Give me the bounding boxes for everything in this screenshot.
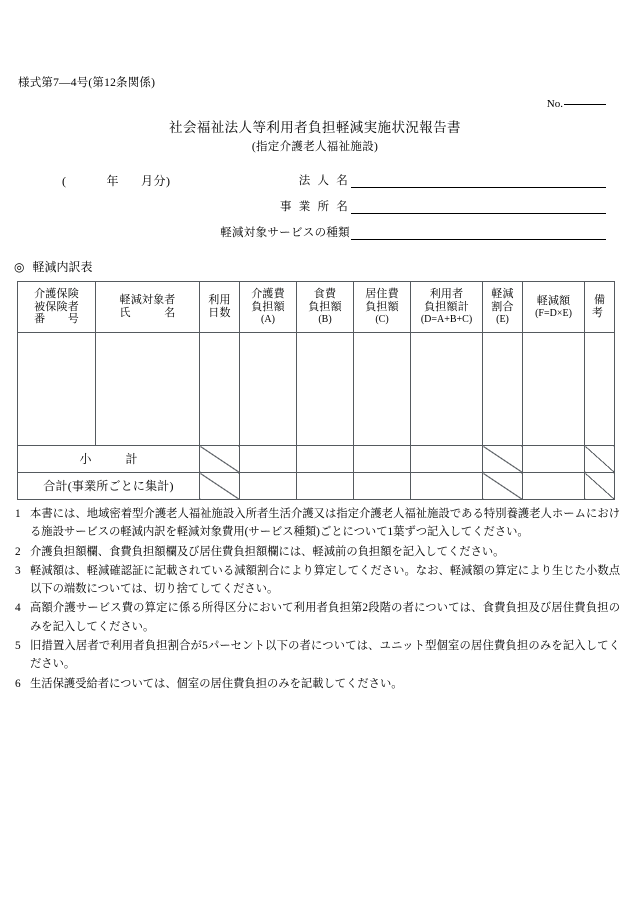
table-body-row (18, 333, 615, 446)
office-name-row[interactable] (220, 198, 606, 214)
corporation-name-input[interactable] (351, 174, 606, 188)
col-header-care-cost-burden: 介護費 負担額 (A) (240, 282, 297, 333)
total-reduction-rate (483, 473, 523, 500)
service-type-row[interactable] (220, 224, 606, 240)
note-number: 5 (15, 640, 21, 653)
cell-user-burden-total[interactable] (411, 333, 483, 446)
cell-remarks[interactable] (585, 333, 615, 446)
col-header-target-person-name: 軽減対象者 氏 名 (96, 282, 200, 333)
col-header-remarks: 備 考 (585, 282, 615, 333)
note-text: 旧措置入居者で利用者負担割合が5パーセント以下の者については、ユニット型個室の居住費負担のみを記入してください。 (30, 640, 620, 671)
col-header-reduction-rate: 軽減 割合 (E) (483, 282, 523, 333)
office-name-input[interactable] (351, 200, 606, 214)
note-text: 軽減額は、軽減確認証に記載されている減額割合により算定してください。なお、軽減額の算定により生じた小数点以下の端数については、切り捨てしてください。 (30, 564, 620, 596)
note-number: 2 (15, 545, 21, 558)
document-number-label: No. (546, 98, 563, 110)
total-usage-days (200, 473, 240, 500)
subtotal-care-cost-burden[interactable] (240, 446, 297, 473)
period-open-paren: ( (62, 174, 67, 188)
document-number-field[interactable] (547, 98, 606, 110)
note-number: 6 (15, 677, 21, 690)
cell-reduction-rate[interactable] (483, 333, 523, 446)
section-title: 軽減内訳表 (32, 260, 93, 274)
total-meal-cost-burden[interactable] (297, 473, 354, 500)
subtotal-user-burden-total[interactable] (411, 446, 483, 473)
page-subtitle: (指定介護老人福祉施設) (251, 141, 379, 153)
page-title: 社会福祉法人等利用者負担軽減実施状況報告書 (169, 120, 461, 135)
note-item (15, 675, 620, 693)
corporation-name-row[interactable] (220, 172, 606, 188)
subtotal-meal-cost-burden[interactable] (297, 446, 354, 473)
note-text: 介護負担額欄、食費負担額欄及び居住費負担額欄には、軽減前の負担額を記入してください。 (30, 545, 505, 558)
col-header-insurance-number: 介護保険 被保険者 番 号 (18, 282, 96, 333)
note-item (15, 505, 620, 542)
col-header-user-burden-total: 利用者 負担額計 (D=A+B+C) (411, 282, 483, 333)
subtotal-row (18, 446, 615, 473)
col-header-meal-cost-burden: 食費 負担額 (B) (297, 282, 354, 333)
notes-list (15, 505, 620, 694)
total-residence-cost-burden[interactable] (354, 473, 411, 500)
subtotal-reduction-amount[interactable] (523, 446, 585, 473)
note-text: 高額介護サービス費の算定に係る所得区分において利用者負担第2段階の者については、食費負担及び居住費負担のみを記入してください。 (30, 602, 620, 633)
section-heading (14, 258, 93, 275)
table-header-row (18, 282, 615, 333)
total-user-burden-total[interactable] (411, 473, 483, 500)
cell-target-person-name[interactable] (96, 333, 200, 446)
note-item (15, 637, 620, 674)
reporting-period-field[interactable] (62, 172, 171, 189)
period-month-label: 月分) (141, 174, 171, 188)
note-number: 3 (15, 564, 21, 577)
entry-fields (220, 172, 606, 250)
subtotal-reduction-rate (483, 446, 523, 473)
document-number-rule[interactable] (564, 104, 606, 105)
col-header-usage-days: 利用 日数 (200, 282, 240, 333)
cell-care-cost-burden[interactable] (240, 333, 297, 446)
subtotal-usage-days (200, 446, 240, 473)
period-year-label: 年 (106, 174, 120, 188)
reduction-breakdown-table-wrap (17, 281, 624, 500)
grand-total-row (18, 473, 615, 500)
note-number: 1 (15, 508, 21, 520)
note-text: 生活保護受給者については、個室の居住費負担のみを記載してください。 (30, 677, 403, 690)
section-marker-icon: ◎ (14, 260, 25, 274)
form-number: 様式第7―4号(第12条関係) (18, 77, 156, 89)
cell-insurance-number[interactable] (18, 333, 96, 446)
col-header-residence-cost-burden: 居住費 負担額 (C) (354, 282, 411, 333)
cell-usage-days[interactable] (200, 333, 240, 446)
total-care-cost-burden[interactable] (240, 473, 297, 500)
cell-reduction-amount[interactable] (523, 333, 585, 446)
note-item (15, 599, 620, 636)
subtotal-residence-cost-burden[interactable] (354, 446, 411, 473)
service-type-input[interactable] (351, 226, 606, 240)
cell-meal-cost-burden[interactable] (297, 333, 354, 446)
service-type-label: 軽減対象サービスの種類 (220, 227, 350, 239)
grand-total-label: 合計(事業所ごとに集計) (18, 473, 200, 500)
total-reduction-amount[interactable] (523, 473, 585, 500)
reduction-breakdown-table (17, 281, 624, 500)
subtotal-remarks (585, 446, 615, 473)
subtotal-label: 小 計 (18, 446, 200, 473)
corporation-name-label: 法 人 名 (298, 175, 350, 187)
col-header-reduction-amount: 軽減額 (F=D×E) (523, 282, 585, 333)
note-item (15, 543, 620, 561)
note-text: 本書には、地域密着型介護老人福祉施設入所者生活介護又は指定介護老人福祉施設である特別養護老人ホームにおける施設サービスの軽減内訳を軽減対象費用(サービス種類)ごとについて1葉ずつ記入してください。 (30, 508, 620, 539)
cell-residence-cost-burden[interactable] (354, 333, 411, 446)
note-item (15, 562, 620, 599)
office-name-label: 事 業 所 名 (279, 201, 350, 213)
note-number: 4 (15, 602, 21, 615)
total-remarks (585, 473, 615, 500)
